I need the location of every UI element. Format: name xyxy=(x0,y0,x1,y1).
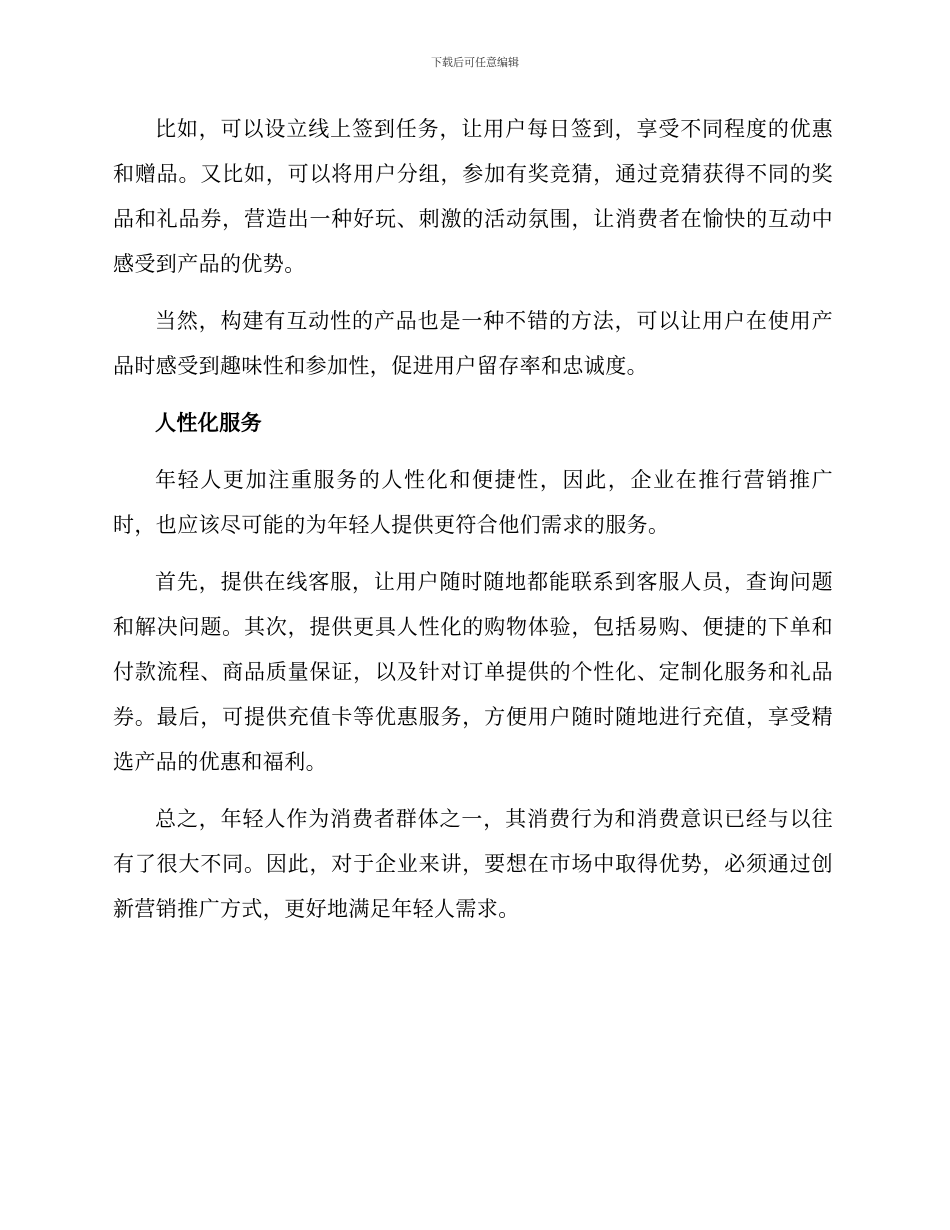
paragraph-service-details: 首先，提供在线客服，让用户随时随地都能联系到客服人员，查询问题和解决问题。其次，提供更具人性化的购物体验，包括易购、便捷的下单和付款流程、商品质量保证，以及针对订单提供的个性化、定制化服务和礼品券。最后，可提供充值卡等优惠服务，方便用户随时随地进行充值，享受精选产品的优惠和福利。 xyxy=(113,570,833,774)
paragraph-interactive-products: 当然，构建有互动性的产品也是一种不错的方法，可以让用户在使用产品时感受到趣味性和参加性，促进用户留存率和忠诚度。 xyxy=(113,309,833,378)
paragraph-checkin-tasks: 比如，可以设立线上签到任务，让用户每日签到，享受不同程度的优惠和赠品。又比如，可以将用户分组，参加有奖竞猜，通过竞猜获得不同的奖品和礼品券，营造出一种好玩、刺激的活动氛围，让消费者在愉快的互动中感受到产品的优势。 xyxy=(113,117,833,276)
paragraph-service-intro: 年轻人更加注重服务的人性化和便捷性，因此，企业在推行营销推广时，也应该尽可能的为年轻人提供更符合他们需求的服务。 xyxy=(113,468,833,537)
section-heading: 人性化服务 xyxy=(155,411,262,435)
paragraph-conclusion: 总之，年轻人作为消费者群体之一，其消费行为和消费意识已经与以往有了很大不同。因此，对于企业来讲，要想在市场中取得优势，必须通过创新营销推广方式，更好地满足年轻人需求。 xyxy=(113,807,833,921)
document-body xyxy=(113,107,833,944)
page-header: 下载后可任意编辑 xyxy=(431,56,519,69)
